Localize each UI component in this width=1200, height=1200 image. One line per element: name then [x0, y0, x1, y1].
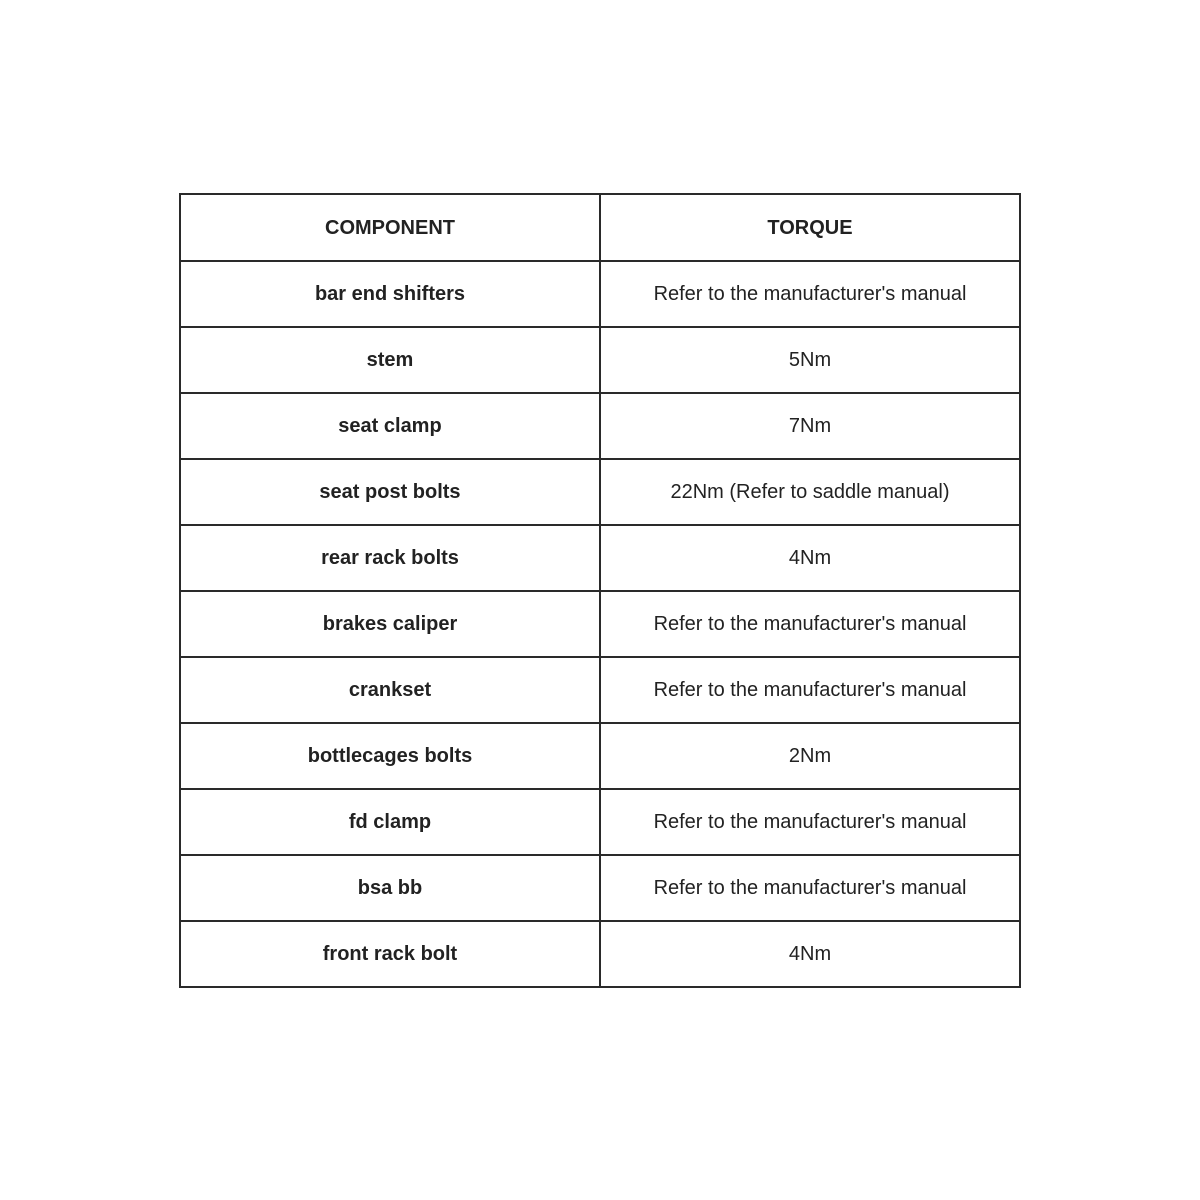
torque-cell: 4Nm: [600, 525, 1020, 591]
torque-cell: Refer to the manufacturer's manual: [600, 657, 1020, 723]
component-cell: stem: [180, 327, 600, 393]
component-cell: bottlecages bolts: [180, 723, 600, 789]
table-row: [180, 789, 1020, 855]
component-cell: brakes caliper: [180, 591, 600, 657]
torque-cell: Refer to the manufacturer's manual: [600, 855, 1020, 921]
component-cell: seat post bolts: [180, 459, 600, 525]
component-cell: bar end shifters: [180, 261, 600, 327]
table-row: [180, 525, 1020, 591]
table-row: [180, 261, 1020, 327]
component-cell: rear rack bolts: [180, 525, 600, 591]
torque-cell: Refer to the manufacturer's manual: [600, 261, 1020, 327]
column-header-torque: TORQUE: [600, 194, 1020, 261]
table-row: [180, 921, 1020, 987]
table-row: [180, 591, 1020, 657]
torque-cell: Refer to the manufacturer's manual: [600, 789, 1020, 855]
table-header-row: [180, 194, 1020, 261]
table-row: [180, 855, 1020, 921]
table-row: [180, 393, 1020, 459]
column-header-component: COMPONENT: [180, 194, 600, 261]
torque-cell: 5Nm: [600, 327, 1020, 393]
torque-cell: 4Nm: [600, 921, 1020, 987]
component-cell: front rack bolt: [180, 921, 600, 987]
torque-cell: 2Nm: [600, 723, 1020, 789]
torque-cell: 22Nm (Refer to saddle manual): [600, 459, 1020, 525]
table-row: [180, 327, 1020, 393]
table-row: [180, 459, 1020, 525]
torque-cell: Refer to the manufacturer's manual: [600, 591, 1020, 657]
component-cell: fd clamp: [180, 789, 600, 855]
torque-cell: 7Nm: [600, 393, 1020, 459]
component-cell: seat clamp: [180, 393, 600, 459]
torque-specification-table: [179, 193, 1021, 988]
component-cell: crankset: [180, 657, 600, 723]
component-cell: bsa bb: [180, 855, 600, 921]
table-row: [180, 657, 1020, 723]
table-row: [180, 723, 1020, 789]
